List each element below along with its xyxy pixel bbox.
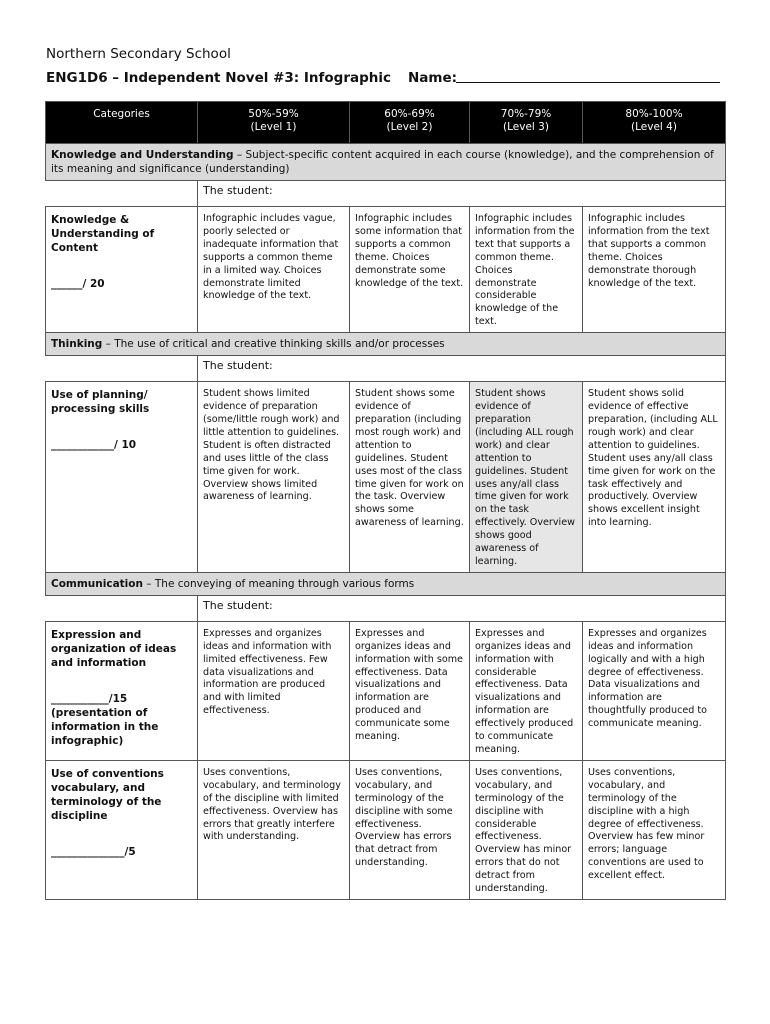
student-row-spacer <box>46 181 198 207</box>
section-title <box>46 144 726 181</box>
level-2-descriptor: Expresses and organizes ideas and information with some effectiveness. Data visualizations and information are produced and communicate some meaning. <box>350 621 470 760</box>
score-blank: ______/ 20 <box>51 278 105 290</box>
level-1-descriptor: Student shows limited evidence of preparation (some/little rough work) and little attention to guidelines. Student is often distracted and uses little of the class time given for work. Overview shows limited awareness of learning. <box>198 382 350 573</box>
section-row <box>46 144 726 181</box>
column-header-level-4: 80%-100% (Level 4) <box>583 102 726 144</box>
student-label: The student: <box>198 595 726 621</box>
level-4-descriptor: Student shows solid evidence of effective preparation, (including ALL rough work) and clear attention to guidelines. Student uses any/all class time given for work on the task effectively and productively. Overview shows excellent insight into learning. <box>583 382 726 573</box>
level-1-descriptor: Uses conventions, vocabulary, and terminology of the discipline with limited effectiveness. Overview has errors that greatly interfere with understanding. <box>198 760 350 899</box>
criteria-row <box>46 382 726 573</box>
section-title <box>46 333 726 356</box>
section-name: Knowledge and Understanding <box>51 149 234 161</box>
name-blank-line <box>456 82 720 83</box>
student-label: The student: <box>198 181 726 207</box>
criteria-row <box>46 621 726 760</box>
category-name: Use of planning/ processing skills <box>51 389 150 416</box>
column-header-row <box>46 102 726 144</box>
student-row <box>46 181 726 207</box>
column-header-level-2: 60%-69% (Level 2) <box>350 102 470 144</box>
student-row-spacer <box>46 595 198 621</box>
level-4-descriptor: Infographic includes information from the text that supports a common theme. Choices demonstrate thorough knowledge of the text. <box>583 207 726 333</box>
score-blank: ______________/5 <box>51 845 136 858</box>
section-row <box>46 572 726 595</box>
level-3-descriptor: Uses conventions, vocabulary, and terminology of the discipline with considerable effectiveness. Overview has minor errors that do not detract from understanding. <box>470 760 583 899</box>
score-blank: ___________/15 <box>51 692 128 705</box>
category-note: (presentation of information in the infographic) <box>51 706 159 747</box>
level-1-descriptor: Expresses and organizes ideas and information with limited effectiveness. Few data visualizations and information are produced and with limited effectiveness. <box>198 621 350 760</box>
category-cell <box>46 760 198 899</box>
section-title <box>46 572 726 595</box>
student-row-spacer <box>46 356 198 382</box>
category-cell <box>46 207 198 333</box>
level-4-descriptor: Expresses and organizes ideas and information logically and with a high degree of effectiveness. Data visualizations and information are thoughtfully produced to communicate meaning. <box>583 621 726 760</box>
section-row <box>46 333 726 356</box>
column-header-level-3: 70%-79% (Level 3) <box>470 102 583 144</box>
level-3-descriptor: Infographic includes information from the text that supports a common theme. Choices demonstrate considerable knowledge of the text. <box>470 207 583 333</box>
rubric-table <box>45 101 726 900</box>
section-name: Communication <box>51 577 143 590</box>
level-2-descriptor: Uses conventions, vocabulary, and terminology of the discipline with some effectiveness. Overview has errors that detract from understanding. <box>350 760 470 899</box>
rubric-body <box>46 102 726 900</box>
school-name: Northern Secondary School <box>46 46 231 62</box>
score-blank: ____________/ 10 <box>51 439 137 452</box>
level-4-descriptor: Uses conventions, vocabulary, and terminology of the discipline with a high degree of effectiveness. Overview has few minor errors; language conventions are used to excellent effect. <box>583 760 726 899</box>
name-label: Name: <box>408 70 458 86</box>
level-2-descriptor: Infographic includes some information that supports a common theme. Choices demonstrate some knowledge of the text. <box>350 207 470 333</box>
section-description: – The use of critical and creative thinking skills and/or processes <box>102 338 445 351</box>
criteria-row <box>46 760 726 899</box>
category-cell <box>46 382 198 573</box>
column-header-level-1: 50%-59% (Level 1) <box>198 102 350 144</box>
student-label: The student: <box>198 356 726 382</box>
section-description: – The conveying of meaning through various forms <box>142 577 415 590</box>
student-row <box>46 356 726 382</box>
level-1-descriptor: Infographic includes vague, poorly selected or inadequate information that supports a common theme in a limited way. Choices demonstrate limited knowledge of the text. <box>198 207 350 333</box>
student-row <box>46 595 726 621</box>
section-name: Thinking <box>51 338 103 351</box>
column-header-categories: Categories <box>46 102 198 144</box>
level-2-descriptor: Student shows some evidence of preparation (including most rough work) and attention to guidelines. Student uses most of the class time given for work on the task. Overview shows some awareness of learning. <box>350 382 470 573</box>
category-cell <box>46 621 198 760</box>
level-3-descriptor: Expresses and organizes ideas and information with considerable effectiveness. Data visualizations and information are effectively produced to communicate meaning. <box>470 621 583 760</box>
category-name: Knowledge & Understanding of Content <box>51 214 155 254</box>
criteria-row <box>46 207 726 333</box>
section-description: – Subject-specific content acquired in each course (knowledge), and the comprehension of its meaning and significance (understanding) <box>51 149 714 175</box>
category-name: Expression and organization of ideas and information <box>51 628 177 669</box>
level-3-descriptor: Student shows evidence of preparation (including ALL rough work) and clear attention to guidelines. Student uses any/all class time given for work on the task effectively. Overview shows good awareness of learning. <box>470 382 583 573</box>
category-name: Use of conventions vocabulary, and terminology of the discipline <box>51 767 164 822</box>
assignment-title: ENG1D6 – Independent Novel #3: Infographic <box>46 70 391 86</box>
